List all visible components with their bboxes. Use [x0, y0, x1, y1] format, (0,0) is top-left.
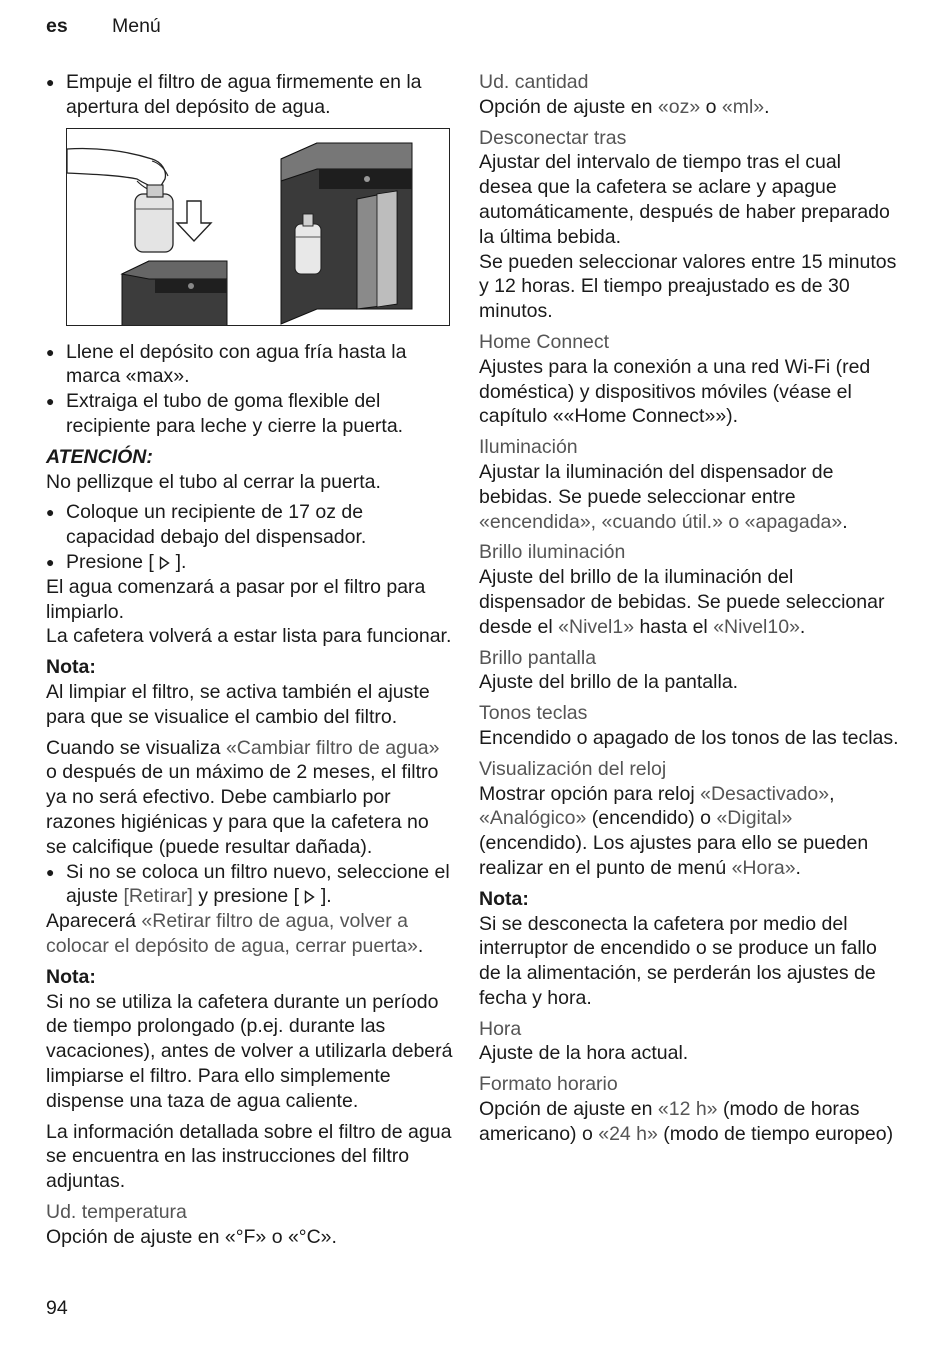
text-segment: Si no se coloca un filtro nuevo, seleccione el ajuste [66, 860, 450, 908]
text-segment: (modo de tiempo europeo) [657, 1122, 894, 1145]
text-segment: Cuando se visualiza [46, 736, 226, 759]
menu-desc-quantity-unit [479, 95, 899, 120]
menu-heading-auto-off: Desconectar tras [479, 126, 627, 149]
menu-text: «ml» [721, 95, 765, 118]
attention-text: No pellizque el tubo al cerrar la puerta. [46, 470, 381, 493]
paragraph-water-flow: El agua comenzará a pasar por el filtro para limpiarlo. [46, 575, 426, 623]
menu-heading-home-connect: Home Connect [479, 330, 610, 353]
paragraph-appears [46, 909, 454, 959]
press-text-pre: Presione [ [66, 550, 160, 573]
menu-text: «Hora» [731, 856, 796, 879]
note-title: Nota: [46, 656, 96, 679]
menu-text: «Digital» [716, 807, 793, 830]
text-segment: . [417, 934, 424, 957]
note-title: Nota: [46, 965, 96, 988]
menu-desc-lighting [479, 460, 899, 534]
note-title: Nota: [479, 887, 529, 910]
text-segment: (modo de horas americano) o [479, 1098, 860, 1145]
instruction-fill-tank: ● Llene el depósito con agua fría hasta la marca «max». [46, 340, 454, 390]
menu-text: [Retirar] [123, 885, 193, 908]
text-segment: o después de un máximo de 2 meses, el filtro ya no será efectivo. Debe cambiarlo por razones higiénicas y para que la cafetera no se calcifique (puede resultar dañada). [46, 761, 439, 858]
menu-heading-key-tones: Tonos teclas [479, 702, 588, 725]
menu-desc-key-tones: Encendido o apagado de los tonos de las teclas. [479, 726, 899, 749]
filter-insertion-illustration [66, 128, 450, 326]
menu-heading-quantity-unit: Ud. cantidad [479, 71, 589, 93]
text-segment: . [764, 95, 770, 118]
instruction-press-start [46, 550, 454, 575]
instruction-place-container: ● Coloque un recipiente de 17 oz de capacidad debajo del dispensador. [46, 500, 454, 550]
text-segment: ]. [315, 885, 332, 908]
menu-heading-time-format: Formato horario [479, 1073, 618, 1096]
section-title: Menú [112, 15, 161, 37]
text-segment: Ajuste del brillo de la iluminación del dispensador de bebidas. Se puede seleccionar desde el [479, 566, 885, 638]
text-segment: Opción de ajuste en [479, 1098, 658, 1121]
menu-desc-clock-display [479, 782, 899, 881]
note-text: Al limpiar el filtro, se activa también el ajuste para que se visualice el cambio del filtro. [46, 680, 430, 728]
menu-heading-display-brightness: Brillo pantalla [479, 646, 597, 669]
menu-desc-time: Ajuste de la hora actual. [479, 1042, 689, 1065]
text-segment: (encendido). Los ajustes para ello se pueden realizar en el punto de menú [479, 832, 869, 879]
text-segment: Aparecerá [46, 910, 142, 933]
menu-text: «Desactivado» [700, 782, 830, 805]
menu-desc-temperature-unit: Opción de ajuste en «°F» o «°C». [46, 1225, 337, 1248]
menu-desc-lighting-brightness [479, 565, 899, 639]
menu-text: «24 h» [598, 1122, 658, 1145]
menu-text: «Nivel1» [558, 615, 635, 638]
instruction-remove-tube: ● Extraiga el tubo de goma flexible del recipiente para leche y cierre la puerta. [46, 389, 454, 439]
text-segment: y presione [ [192, 885, 305, 908]
menu-heading-lighting-brightness: Brillo iluminación [479, 541, 626, 564]
text-segment: hasta el [634, 615, 714, 638]
text-segment: Mostrar opción para reloj [479, 782, 701, 805]
menu-text: «12 h» [657, 1098, 718, 1121]
page-number: 94 [46, 1297, 68, 1319]
menu-desc-auto-off-range: Se pueden seleccionar valores entre 15 minutos y 12 horas. El tiempo preajustado es de 30 minutos. [479, 250, 897, 323]
language-code: es [46, 15, 68, 37]
menu-text: «oz» [657, 95, 701, 118]
attention-title: ATENCIÓN: [46, 445, 153, 468]
text-segment: Opción de ajuste en [479, 95, 658, 118]
press-text-post: ]. [170, 550, 187, 573]
menu-heading-time: Hora [479, 1017, 522, 1040]
paragraph-filter-info: La información detallada sobre el filtro de agua se encuentra en las instrucciones del filtro adjuntas. [46, 1120, 452, 1193]
menu-desc-auto-off: Ajustar del intervalo de tiempo tras el cual desea que la cafetera se aclare y apague automáticamente, después de haber preparado la última bebida. [479, 151, 890, 248]
instruction-select-remove [46, 860, 454, 910]
paragraph-ready: La cafetera volverá a estar lista para funcionar. [46, 625, 452, 648]
menu-desc-time-format [479, 1097, 899, 1147]
start-icon [159, 556, 170, 570]
page-header [46, 14, 161, 39]
text-segment: (encendido) o [586, 807, 717, 830]
text-segment: Ajustar la iluminación del dispensador de bebidas. Se puede seleccionar entre [479, 460, 834, 508]
menu-text: «Nivel10» [713, 615, 800, 638]
menu-heading-lighting: Iluminación [479, 436, 578, 459]
menu-heading-clock-display: Visualización del reloj [479, 757, 667, 780]
instruction-push-filter: ● Empuje el filtro de agua firmemente en la apertura del depósito de agua. [46, 70, 454, 120]
menu-text: «encendida», «cuando útil.» o «apagada» [479, 510, 843, 533]
menu-text: «Retirar filtro de agua, volver a colocar el depósito de agua, cerrar puerta» [46, 910, 418, 957]
menu-text: «Cambiar filtro de agua» [225, 736, 440, 759]
text-segment: . [799, 615, 806, 638]
right-column [479, 70, 899, 1147]
menu-desc-home-connect: Ajustes para la conexión a una red Wi-Fi (red doméstica) y dispositivos móviles (véase el capítulo ««Home Connect»»). [479, 355, 871, 428]
menu-text: «Analógico» [479, 807, 587, 830]
text-segment: o [700, 95, 722, 118]
text-segment: . [795, 856, 801, 879]
note-text: Si se desconecta la cafetera por medio del interruptor de encendido o se produce un fallo de la alimentación, se perderán los ajustes de fecha y hora. [479, 912, 877, 1009]
note-text: Si no se utiliza la cafetera durante un período de tiempo prolongado (p.ej. durante las vacaciones), antes de volver a utilizarla deberá limpiarse el filtro. Para ello simplemente dispense una taza de agua caliente. [46, 990, 453, 1112]
left-column [46, 70, 454, 1249]
text-segment: . [842, 510, 848, 533]
start-icon [304, 890, 315, 904]
menu-desc-display-brightness: Ajuste del brillo de la pantalla. [479, 671, 739, 694]
filter-illustration-graphic [67, 129, 450, 326]
menu-heading-temperature-unit: Ud. temperatura [46, 1200, 187, 1223]
paragraph-change-filter [46, 736, 454, 860]
text-segment: , [829, 782, 835, 805]
